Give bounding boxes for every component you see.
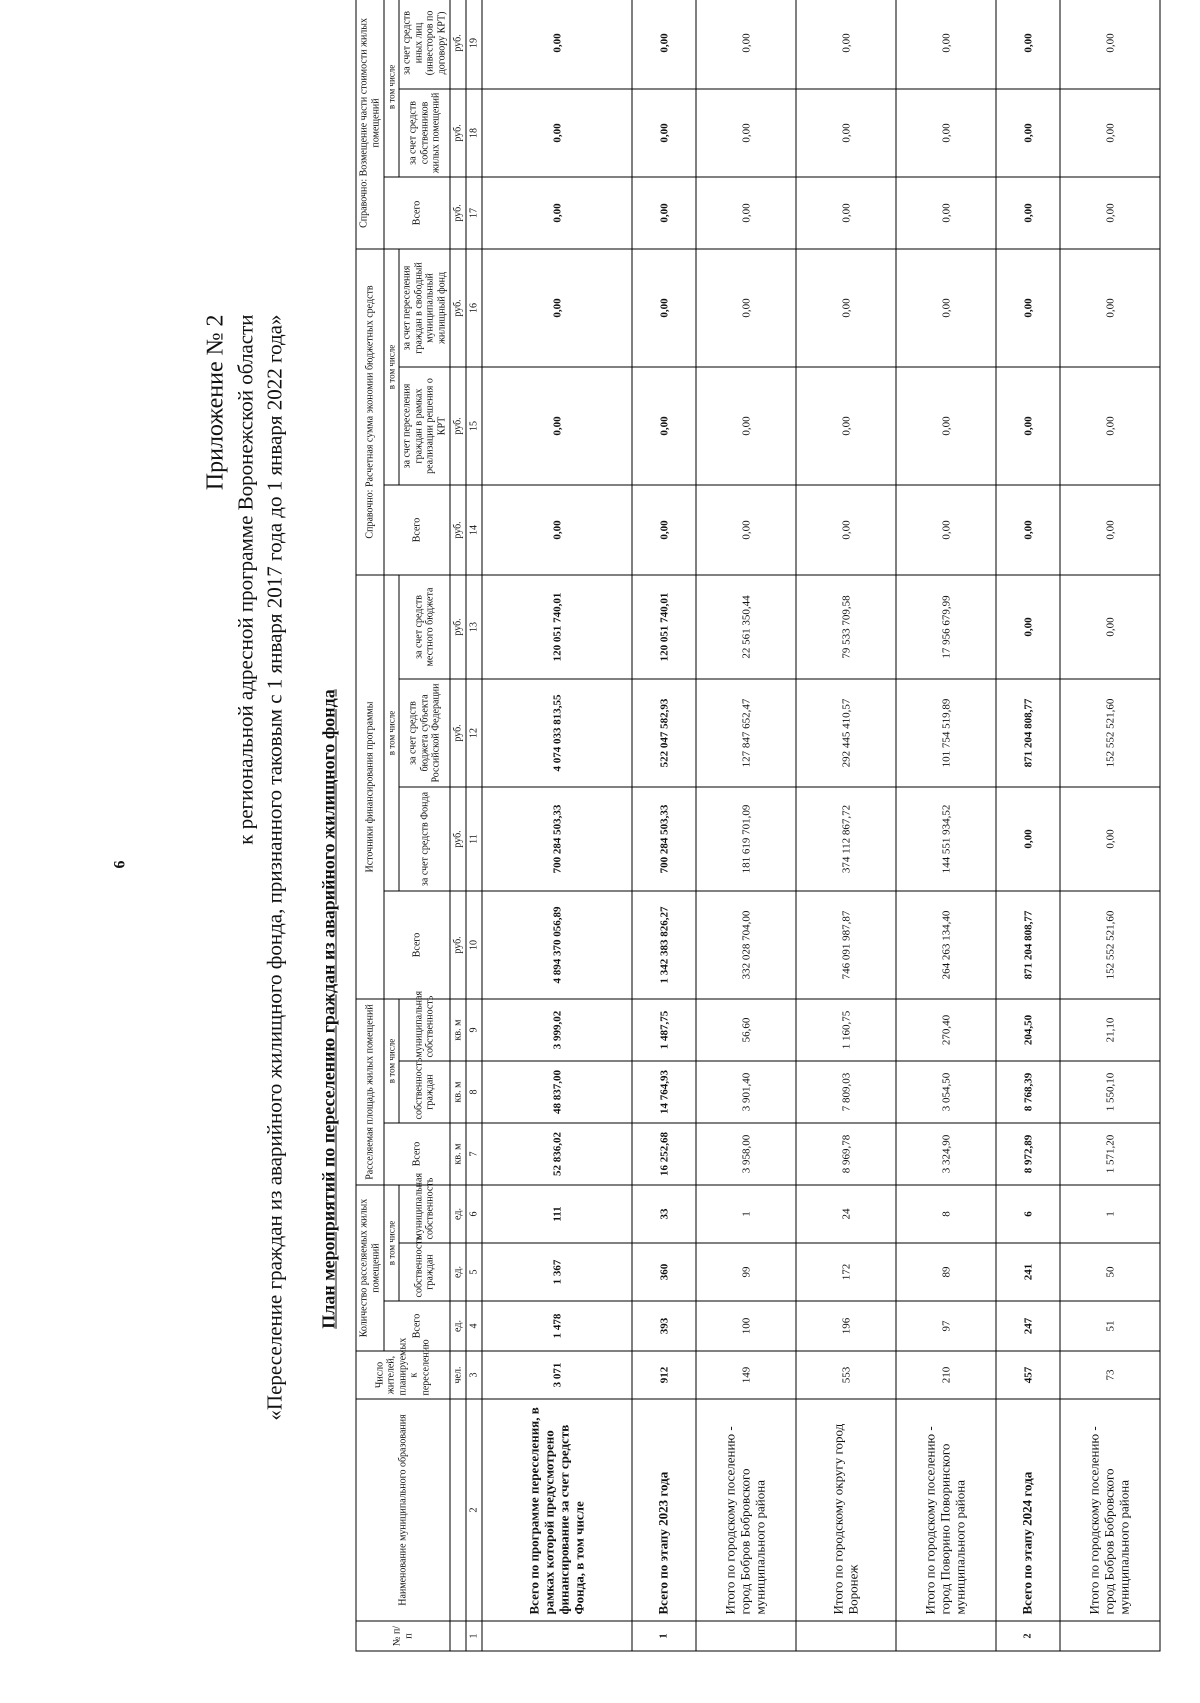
value-cell: 0,00 xyxy=(796,248,896,366)
value-cell: 374 112 867,72 xyxy=(796,787,896,891)
value-cell: 0,00 xyxy=(696,88,796,176)
econ-total-header: Всего xyxy=(384,484,450,574)
plan-table-wrapper xyxy=(355,0,1160,1651)
value-cell: 0,00 xyxy=(632,0,696,88)
unit-cell xyxy=(450,1399,466,1621)
table-row xyxy=(482,0,632,1651)
value-cell: 100 xyxy=(696,1301,796,1351)
value-cell: 1 550,10 xyxy=(1060,1061,1160,1123)
row-number-cell xyxy=(1060,1621,1160,1651)
column-number-cell: 11 xyxy=(466,787,482,891)
value-cell: 0,00 xyxy=(996,484,1060,574)
appendix-subtitle: к региональной адресной программе Воронежской области xyxy=(233,314,257,845)
value-cell: 0,00 xyxy=(1060,787,1160,891)
value-cell: 0,00 xyxy=(696,0,796,88)
value-cell: 0,00 xyxy=(1060,248,1160,366)
value-cell: 8 768,39 xyxy=(996,1061,1060,1123)
value-cell: 120 051 740,01 xyxy=(632,574,696,678)
value-cell: 172 xyxy=(796,1243,896,1301)
row-number-cell: 1 xyxy=(632,1621,696,1651)
value-cell: 270,40 xyxy=(896,999,996,1061)
value-cell: 4 074 033 813,55 xyxy=(482,679,632,787)
municipality-name-cell: Всего по программе переселения, в рамках которой предусмотрено финансирование за счет средств Фонда, в том числе xyxy=(482,1399,632,1621)
rooms-incl-header: в том числе xyxy=(384,1185,399,1301)
unit-cell: кв. м xyxy=(450,1061,466,1123)
value-cell: 292 445 410,57 xyxy=(796,679,896,787)
value-cell: 0,00 xyxy=(632,176,696,248)
unit-cell: чел. xyxy=(450,1351,466,1399)
page-number: 6 xyxy=(111,860,128,868)
units-row xyxy=(450,0,466,1651)
unit-cell: руб. xyxy=(450,484,466,574)
value-cell: 0,00 xyxy=(482,484,632,574)
fin-total-header: Всего xyxy=(384,891,450,999)
value-cell: 0,00 xyxy=(896,248,996,366)
value-cell: 360 xyxy=(632,1243,696,1301)
column-number-cell: 6 xyxy=(466,1185,482,1243)
value-cell: 1 xyxy=(696,1185,796,1243)
value-cell: 22 561 350,44 xyxy=(696,574,796,678)
column-number-cell: 18 xyxy=(466,88,482,176)
value-cell: 393 xyxy=(632,1301,696,1351)
col-name-header: Наименование муниципального образования xyxy=(356,1399,450,1621)
column-number-cell: 15 xyxy=(466,366,482,484)
value-cell: 553 xyxy=(796,1351,896,1399)
value-cell: 746 091 987,87 xyxy=(796,891,896,999)
value-cell: 0,00 xyxy=(996,366,1060,484)
comp-incl-header: в том числе xyxy=(384,0,399,176)
value-cell: 1 487,75 xyxy=(632,999,696,1061)
value-cell: 0,00 xyxy=(896,0,996,88)
econ-free-header: за счет переселения граждан в свободный муниципальный жилищный фонд xyxy=(399,248,450,366)
value-cell: 0,00 xyxy=(996,574,1060,678)
value-cell: 120 051 740,01 xyxy=(482,574,632,678)
value-cell: 0,00 xyxy=(632,484,696,574)
municipality-name-cell: Итого по городскому поселению - город Бобров Бобровского муниципального района xyxy=(1060,1399,1160,1621)
value-cell: 196 xyxy=(796,1301,896,1351)
comp-owners-header: за счет средств собственников жилых помещений xyxy=(399,88,450,176)
value-cell: 8 972,89 xyxy=(996,1123,1060,1185)
unit-cell: ед. xyxy=(450,1243,466,1301)
table-row xyxy=(696,0,796,1651)
value-cell: 99 xyxy=(696,1243,796,1301)
value-cell: 79 533 709,58 xyxy=(796,574,896,678)
area-municipal-header: муниципальная собственность xyxy=(399,999,450,1061)
value-cell: 0,00 xyxy=(896,366,996,484)
column-number-cell: 3 xyxy=(466,1351,482,1399)
unit-cell: руб. xyxy=(450,248,466,366)
unit-cell: кв. м xyxy=(450,1123,466,1185)
column-number-row xyxy=(466,0,482,1651)
column-number-cell: 14 xyxy=(466,484,482,574)
value-cell: 0,00 xyxy=(482,366,632,484)
value-cell: 7 809,03 xyxy=(796,1061,896,1123)
unit-cell: руб. xyxy=(450,574,466,678)
table-row xyxy=(996,0,1060,1651)
value-cell: 73 xyxy=(1060,1351,1160,1399)
value-cell: 97 xyxy=(896,1301,996,1351)
value-cell: 522 047 582,93 xyxy=(632,679,696,787)
appendix-title: Приложение № 2 xyxy=(202,314,228,490)
table-row xyxy=(796,0,896,1651)
value-cell: 56,60 xyxy=(696,999,796,1061)
econ-incl-header: в том числе xyxy=(384,248,399,484)
table-row xyxy=(1060,0,1160,1651)
value-cell: 181 619 701,09 xyxy=(696,787,796,891)
value-cell: 700 284 503,33 xyxy=(482,787,632,891)
value-cell: 1 367 xyxy=(482,1243,632,1301)
unit-cell: ед. xyxy=(450,1301,466,1351)
value-cell: 0,00 xyxy=(996,176,1060,248)
area-group-header: Расселяемая площадь жилых помещений xyxy=(356,999,384,1185)
column-number-cell: 16 xyxy=(466,248,482,366)
value-cell: 0,00 xyxy=(996,787,1060,891)
rooms-municipal-header: муниципальная собственность xyxy=(399,1185,450,1243)
row-number-cell xyxy=(896,1621,996,1651)
value-cell: 1 342 383 826,27 xyxy=(632,891,696,999)
municipality-name-cell: Итого по городскому поселению - город Поворино Поворинского муниципального района xyxy=(896,1399,996,1621)
fin-fund-header: за счет средств Фонда xyxy=(399,787,450,891)
comp-others-header: за счет средств иных лиц (инвесторов по договору КРТ) xyxy=(399,0,450,88)
value-cell: 127 847 652,47 xyxy=(696,679,796,787)
rooms-total-header: Всего xyxy=(384,1301,450,1351)
value-cell: 0,00 xyxy=(1060,176,1160,248)
value-cell: 14 764,93 xyxy=(632,1061,696,1123)
compensation-group-header: Справочно: Возмещение части стоимости жилых помещений xyxy=(356,0,384,248)
value-cell: 0,00 xyxy=(996,0,1060,88)
row-number-cell xyxy=(796,1621,896,1651)
area-private-header: собственность граждан xyxy=(399,1061,450,1123)
value-cell: 21,10 xyxy=(1060,999,1160,1061)
value-cell: 247 xyxy=(996,1301,1060,1351)
value-cell: 0,00 xyxy=(1060,574,1160,678)
row-number-cell xyxy=(696,1621,796,1651)
value-cell: 101 754 519,89 xyxy=(896,679,996,787)
value-cell: 0,00 xyxy=(482,88,632,176)
column-number-cell: 12 xyxy=(466,679,482,787)
value-cell: 0,00 xyxy=(1060,0,1160,88)
area-incl-header: в том числе xyxy=(384,999,399,1123)
plan-table xyxy=(355,0,1160,1651)
value-cell: 50 xyxy=(1060,1243,1160,1301)
value-cell: 457 xyxy=(996,1351,1060,1399)
unit-cell: руб. xyxy=(450,891,466,999)
value-cell: 700 284 503,33 xyxy=(632,787,696,891)
value-cell: 8 xyxy=(896,1185,996,1243)
value-cell: 332 028 704,00 xyxy=(696,891,796,999)
plan-title: План мероприятий по переселению граждан из аварийного жилищного фонда xyxy=(318,688,338,1329)
column-number-cell: 5 xyxy=(466,1243,482,1301)
unit-cell xyxy=(450,1621,466,1651)
value-cell: 3 999,02 xyxy=(482,999,632,1061)
value-cell: 871 204 808,77 xyxy=(996,679,1060,787)
unit-cell: кв. м xyxy=(450,999,466,1061)
value-cell: 24 xyxy=(796,1185,896,1243)
value-cell: 0,00 xyxy=(482,248,632,366)
column-number-cell: 13 xyxy=(466,574,482,678)
unit-cell: руб. xyxy=(450,679,466,787)
unit-cell: руб. xyxy=(450,176,466,248)
value-cell: 89 xyxy=(896,1243,996,1301)
municipality-name-cell: Всего по этапу 2024 года xyxy=(996,1399,1060,1621)
value-cell: 3 054,50 xyxy=(896,1061,996,1123)
value-cell: 0,00 xyxy=(796,176,896,248)
value-cell: 0,00 xyxy=(996,88,1060,176)
value-cell: 0,00 xyxy=(696,176,796,248)
value-cell: 264 263 134,40 xyxy=(896,891,996,999)
fin-federal-header: за счет средств бюджета субъекта Российской Федерации xyxy=(399,679,450,787)
unit-cell: руб. xyxy=(450,366,466,484)
value-cell: 0,00 xyxy=(896,88,996,176)
value-cell: 3 324,90 xyxy=(896,1123,996,1185)
financing-group-header: Источники финансирования программы xyxy=(356,574,384,998)
column-number-cell: 4 xyxy=(466,1301,482,1351)
value-cell: 0,00 xyxy=(482,176,632,248)
value-cell: 1 478 xyxy=(482,1301,632,1351)
value-cell: 6 xyxy=(996,1185,1060,1243)
unit-cell: ед. xyxy=(450,1185,466,1243)
value-cell: 0,00 xyxy=(796,484,896,574)
value-cell: 0,00 xyxy=(482,0,632,88)
column-number-cell: 10 xyxy=(466,891,482,999)
value-cell: 1 160,75 xyxy=(796,999,896,1061)
value-cell: 204,50 xyxy=(996,999,1060,1061)
value-cell: 0,00 xyxy=(1060,484,1160,574)
column-number-cell: 19 xyxy=(466,0,482,88)
unit-cell: руб. xyxy=(450,787,466,891)
value-cell: 17 956 679,99 xyxy=(896,574,996,678)
column-number-cell: 2 xyxy=(466,1399,482,1621)
value-cell: 149 xyxy=(696,1351,796,1399)
value-cell: 0,00 xyxy=(896,484,996,574)
value-cell: 0,00 xyxy=(632,366,696,484)
value-cell: 3 958,00 xyxy=(696,1123,796,1185)
value-cell: 152 552 521,60 xyxy=(1060,679,1160,787)
table-row xyxy=(896,0,996,1651)
value-cell: 51 xyxy=(1060,1301,1160,1351)
value-cell: 210 xyxy=(896,1351,996,1399)
value-cell: 152 552 521,60 xyxy=(1060,891,1160,999)
value-cell: 0,00 xyxy=(696,484,796,574)
value-cell: 16 252,68 xyxy=(632,1123,696,1185)
value-cell: 0,00 xyxy=(632,248,696,366)
col-residents-header: Число жителей, планируемых к переселению xyxy=(356,1351,450,1399)
economy-group-header: Справочно: Расчетная сумма экономии бюджетных средств xyxy=(356,248,384,574)
value-cell: 0,00 xyxy=(1060,366,1160,484)
value-cell: 0,00 xyxy=(632,88,696,176)
municipality-name-cell: Итого по городскому округу город Воронеж xyxy=(796,1399,896,1621)
column-number-cell: 7 xyxy=(466,1123,482,1185)
col-num-header: № п/п xyxy=(356,1621,450,1651)
value-cell: 871 204 808,77 xyxy=(996,891,1060,999)
value-cell: 912 xyxy=(632,1351,696,1399)
value-cell: 4 894 370 056,89 xyxy=(482,891,632,999)
column-number-cell: 1 xyxy=(466,1621,482,1651)
value-cell: 1 xyxy=(1060,1185,1160,1243)
table-row xyxy=(632,0,696,1651)
value-cell: 33 xyxy=(632,1185,696,1243)
value-cell: 48 837,00 xyxy=(482,1061,632,1123)
value-cell: 8 969,78 xyxy=(796,1123,896,1185)
column-number-cell: 8 xyxy=(466,1061,482,1123)
unit-cell: руб. xyxy=(450,88,466,176)
value-cell: 111 xyxy=(482,1185,632,1243)
rooms-private-header: собственность граждан xyxy=(399,1243,450,1301)
header-row-1 xyxy=(356,0,384,1651)
fin-local-header: за счет средств местного бюджета xyxy=(399,574,450,678)
value-cell: 0,00 xyxy=(696,366,796,484)
value-cell: 0,00 xyxy=(796,366,896,484)
column-number-cell: 17 xyxy=(466,176,482,248)
area-total-header: Всего xyxy=(384,1123,450,1185)
column-number-cell: 9 xyxy=(466,999,482,1061)
value-cell: 0,00 xyxy=(796,0,896,88)
program-name: «Переселение граждан из аварийного жилищного фонда, признанного таковым с 1 января 2017 года до 1 января 2022 года» xyxy=(262,314,286,1421)
fin-incl-header: в том числе xyxy=(384,574,399,890)
value-cell: 0,00 xyxy=(696,248,796,366)
value-cell: 0,00 xyxy=(1060,88,1160,176)
value-cell: 52 836,02 xyxy=(482,1123,632,1185)
unit-cell: руб. xyxy=(450,0,466,88)
rooms-group-header: Количество расселяемых жилых помещений xyxy=(356,1185,384,1351)
value-cell: 3 901,40 xyxy=(696,1061,796,1123)
municipality-name-cell: Итого по городскому поселению - город Бобров Бобровского муниципального района xyxy=(696,1399,796,1621)
value-cell: 0,00 xyxy=(796,88,896,176)
municipality-name-cell: Всего по этапу 2023 года xyxy=(632,1399,696,1621)
plan-table-body xyxy=(450,0,1160,1651)
value-cell: 0,00 xyxy=(896,176,996,248)
value-cell: 1 571,20 xyxy=(1060,1123,1160,1185)
value-cell: 241 xyxy=(996,1243,1060,1301)
value-cell: 144 551 934,52 xyxy=(896,787,996,891)
econ-krt-header: за счет переселения граждан в рамках реализации решения о КРТ xyxy=(399,366,450,484)
value-cell: 3 071 xyxy=(482,1351,632,1399)
comp-total-header: Всего xyxy=(384,176,450,248)
row-number-cell: 2 xyxy=(996,1621,1060,1651)
row-number-cell xyxy=(482,1621,632,1651)
value-cell: 0,00 xyxy=(996,248,1060,366)
